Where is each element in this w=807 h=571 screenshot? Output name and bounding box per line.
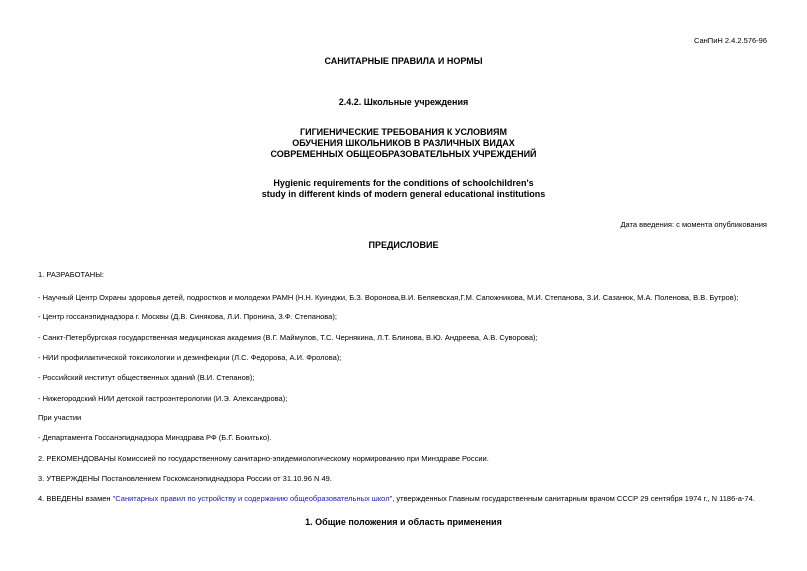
- preface-paragraph: - Санкт-Петербургская государственная медицинская академия (В.Г. Маймулов, Т.С. Чернякина, Л.Т. Блинова, В.Ю. Андреева, А.В. Суворова);: [38, 333, 538, 342]
- preface-heading: ПРЕДИСЛОВИЕ: [368, 240, 439, 250]
- preface-paragraph: - Центр госсанэпиднадзора г. Москвы (Д.В. Синякова, Л.И. Пронина, З.Ф. Степанова);: [38, 312, 337, 321]
- preface-paragraph: 2. РЕКОМЕНДОВАНЫ Комиссией по государственному санитарно-эпидемиологическому нормированию при Минздраве России.: [38, 454, 489, 463]
- english-title-line: study in different kinds of modern general educational institutions: [261, 189, 546, 199]
- document-title-line: ГИГИЕНИЧЕСКИЕ ТРЕБОВАНИЯ К УСЛОВИЯМ: [300, 127, 507, 137]
- preface-paragraph: 1. РАЗРАБОТАНЫ:: [38, 270, 104, 279]
- preface-paragraph: - Нижегородский НИИ детской гастроэнтерологии (И.Э. Александрова);: [38, 394, 288, 403]
- document-title: [0, 127, 807, 160]
- preface-paragraph: - НИИ профилактической токсикологии и дезинфекции (Л.С. Федорова, А.И. Фролова);: [38, 353, 342, 362]
- document-title-line: СОВРЕМЕННЫХ ОБЩЕОБРАЗОВАТЕЛЬНЫХ УЧРЕЖДЕНИЙ: [270, 149, 537, 159]
- preface-paragraph: - Российский институт общественных зданий (В.И. Степанов);: [38, 373, 255, 382]
- paragraph-text: 4. ВВЕДЕНЫ взамен: [38, 494, 113, 503]
- introduction-date: Дата введения: с момента опубликования: [620, 220, 767, 229]
- replaced-rules-link[interactable]: "Санитарных правил по устройству и содержанию общеобразовательных школ": [112, 494, 393, 503]
- section1-heading: 1. Общие положения и область применения: [305, 517, 502, 527]
- preface-paragraph: [38, 494, 755, 503]
- preface-paragraph: - Департамента Госсанэпиднадзора Минздрава РФ (Б.Г. Бокитько).: [38, 433, 272, 442]
- preface-paragraph: При участии: [38, 413, 82, 422]
- preface-paragraph: - Научный Центр Охраны здоровья детей, подростков и молодежи РАМН (Н.Н. Куинджи, Б.З. Воронова,В.И. Беляевская,Г.М. Сапожникова, М.И. Степанова, З.И. Сазанюк, М.А. Поленова, В.В. Бутров);: [38, 293, 739, 302]
- preface-paragraph: 3. УТВЕРЖДЕНЫ Постановлением Госкомсанэпиднадзора России от 31.10.96 N 49.: [38, 474, 332, 483]
- document-code: СанПиН 2.4.2.576-96: [693, 36, 767, 45]
- english-title-line: Hygienic requirements for the conditions of schoolchildren's: [273, 178, 534, 188]
- main-title: САНИТАРНЫЕ ПРАВИЛА И НОРМЫ: [324, 56, 483, 66]
- document-title-line: ОБУЧЕНИЯ ШКОЛЬНИКОВ В РАЗЛИЧНЫХ ВИДАХ: [292, 138, 515, 148]
- paragraph-text: , утвержденных Главным государственным санитарным врачом СССР 29 сентября 1974 г., N 1186-а-74.: [392, 494, 755, 503]
- english-title: [0, 178, 807, 200]
- section-title: 2.4.2. Школьные учреждения: [338, 97, 469, 107]
